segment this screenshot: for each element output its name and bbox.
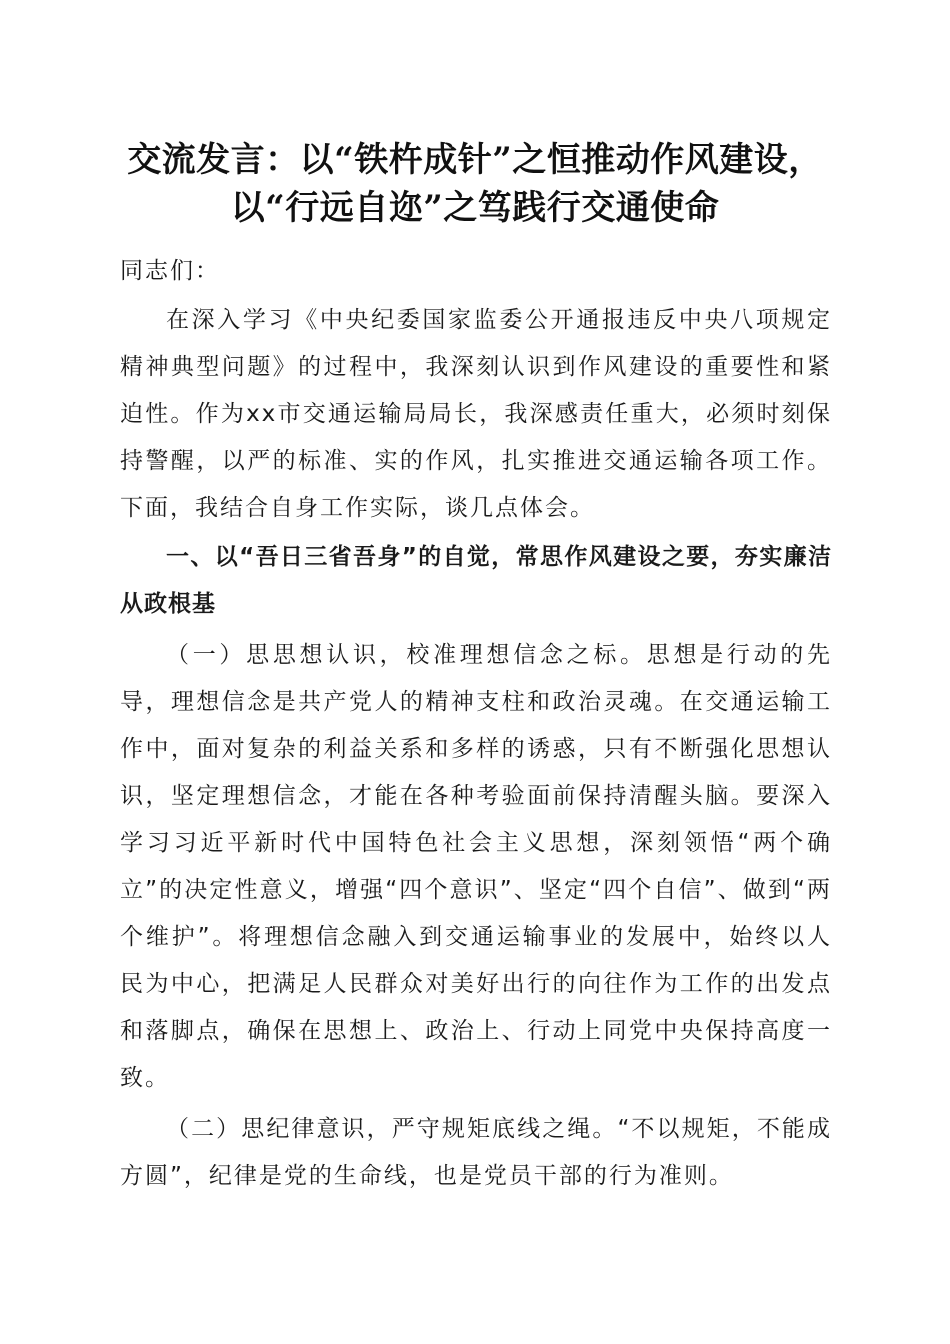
intro-paragraph: 在深入学习《中央纪委国家监委公开通报违反中央八项规定精神典型问题》的过程中，我深刻认识到作风建设的重要性和紧迫性。作为xx市交通运输局局长，我深感责任重大，必须时刻保持警醒，以严的标准、实的作风，扎实推进交通运输各项工作。下面，我结合自身工作实际，谈几点体会。 xyxy=(120,307,832,521)
document-title xyxy=(60,136,890,232)
title-line-1: 交流发言：以“铁杵成针”之恒推动作风建设， xyxy=(127,140,823,180)
section-heading-1: 一、以“吾日三省吾身”的自觉，常思作风建设之要，夯实廉洁从政根基 xyxy=(120,544,832,617)
subsection-paragraph-2: （二）思纪律意识，严守规矩底线之绳。“不以规矩，不能成方圆”，纪律是党的生命线，也是党员干部的行为准则。 xyxy=(120,1116,832,1189)
document-body xyxy=(120,248,832,1200)
title-line-2: 以“行远自迩”之笃践行交通使命 xyxy=(230,188,720,228)
salutation: 同志们： xyxy=(120,258,220,284)
subsection-paragraph-1: （一）思思想认识，校准理想信念之标。思想是行动的先导，理想信念是共产党人的精神支柱和政治灵魂。在交通运输工作中，面对复杂的利益关系和多样的诱惑，只有不断强化思想认识，坚定理想信念，才能在各种考验面前保持清醒头脑。要深入学习习近平新时代中国特色社会主义思想，深刻领悟“两个确立”的决定性意义，增强“四个意识”、坚定“四个自信”、做到“两个维护”。将理想信念融入到交通运输事业的发展中，始终以人民为中心，把满足人民群众对美好出行的向往作为工作的出发点和落脚点，确保在思想上、政治上、行动上同党中央保持高度一致。 xyxy=(120,642,832,1091)
